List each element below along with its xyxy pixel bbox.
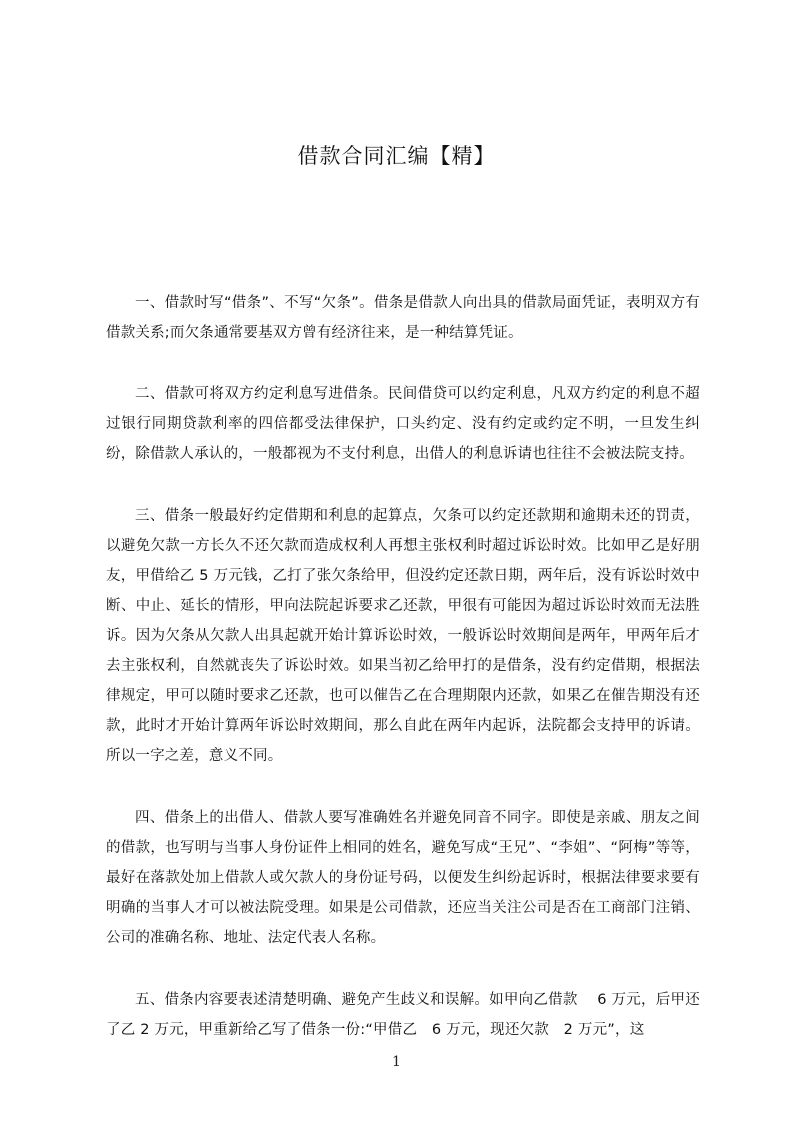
page-number: 1	[392, 1054, 401, 1070]
paragraph-2: 二、借款可将双方约定利息写进借条。民间借贷可以约定利息，凡双方约定的利息不超过银行同期贷款利率的四倍都受法律保护，口头约定、没有约定或约定不明，一旦发生纠纷，除借款人承认的，一般都视为不支付利息，出借人的利息诉请也往往不会被法院支持。	[106, 386, 700, 462]
paragraph-5: 五、借条内容要表述清楚明确、避免产生歧义和误解。如甲向乙借款 6 万元，后甲还了乙 2 万元，甲重新给乙写了借条一份:“甲借乙 6 万元，现还欠款 2 万元”，这	[106, 992, 700, 1038]
paragraph-1: 一、借款时写“借条”、不写“欠条”。借条是借款人向出具的借款局面凭证，表明双方有借款关系;而欠条通常要基双方曾有经济往来，是一种结算凭证。	[106, 295, 700, 341]
document-body	[106, 288, 700, 1077]
document-title: 借款合同汇编【精】	[297, 144, 496, 168]
paragraph-4: 四、借条上的出借人、借款人要写准确姓名并避免同音不同字。即使是亲戚、朋友之间的借款，也写明与当事人身份证件上相同的姓名，避免写成“王兄”、“李姐”、“阿梅”等等，最好在落款处加上借款人或欠款人的身份证号码，以便发生纠纷起诉时，根据法律要求要有明确的当事人才可以被法院受理。如果是公司借款，还应当关注公司是否在工商部门注销、公司的准确名称、地址、法定代表人名称。	[106, 810, 700, 946]
paragraph-3: 三、借条一般最好约定借期和利息的起算点，欠条可以约定还款期和逾期未还的罚责，以避免欠款一方长久不还欠款而造成权利人再想主张权利时超过诉讼时效。比如甲乙是好朋友，甲借给乙 5 万元钱，乙打了张欠条给甲，但没约定还款日期，两年后，没有诉讼时效中断、中止、延长的情形，甲向法院起诉要求乙还款，甲很有可能因为超过诉讼时效而无法胜诉。因为欠条从欠款人出具起就开始计算诉讼时效，一般诉讼时效期间是两年，甲两年后才去主张权利，自然就丧失了诉讼时效。如果当初乙给甲打的是借条，没有约定借期，根据法律规定，甲可以随时要求乙还款，也可以催告乙在合理期限内还款，如果乙在催告期没有还款，此时才开始计算两年诉讼时效期间，那么自此在两年内起诉，法院都会支持甲的诉请。所以一字之差，意义不同。	[106, 508, 700, 764]
